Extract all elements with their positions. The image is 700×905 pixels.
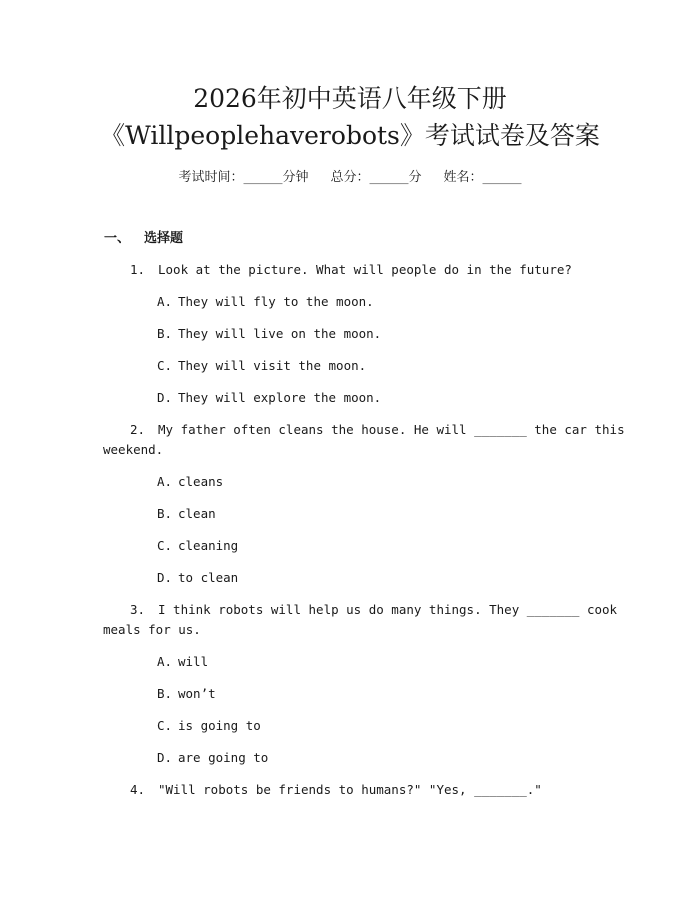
question-4-stem <box>130 780 542 800</box>
option-letter: A. <box>157 654 173 669</box>
question-number: 2. <box>130 422 146 437</box>
question-number: 1. <box>130 262 146 277</box>
question-1-option-b <box>157 324 381 344</box>
option-letter: C. <box>157 358 173 373</box>
section-title: 选择题 <box>144 231 184 246</box>
question-2-option-d <box>157 568 238 588</box>
question-2-option-a <box>157 472 223 492</box>
question-2-option-b <box>157 504 216 524</box>
question-text: "Will robots be friends to humans?" "Yes, _______." <box>158 782 542 797</box>
option-text: will <box>178 654 209 669</box>
question-3-option-d <box>157 748 268 768</box>
question-2-stem <box>130 420 625 440</box>
option-text: They will visit the moon. <box>178 358 367 373</box>
question-2-stem-continued: weekend. <box>103 442 164 457</box>
option-letter: D. <box>157 750 173 765</box>
option-text: is going to <box>178 718 261 733</box>
option-text: cleans <box>178 474 224 489</box>
student-name-label: 姓名：______ <box>443 170 522 185</box>
option-letter: A. <box>157 294 173 309</box>
option-letter: C. <box>157 718 173 733</box>
option-text: They will explore the moon. <box>178 390 382 405</box>
option-letter: A. <box>157 474 173 489</box>
question-3-stem-continued: meals for us. <box>103 622 201 637</box>
option-letter: D. <box>157 390 173 405</box>
page-title-line-2: 《Willpeoplehaverobots》考试试卷及答案 <box>100 121 600 150</box>
option-letter: C. <box>157 538 173 553</box>
question-number: 3. <box>130 602 146 617</box>
question-1-option-a <box>157 292 374 312</box>
page-title-line-1: 2026年初中英语八年级下册 <box>193 84 507 113</box>
exam-time-label: 考试时间：______分钟 <box>178 170 309 185</box>
option-text: They will live on the moon. <box>178 326 382 341</box>
section-number: 一、 <box>104 231 131 246</box>
question-number: 4. <box>130 782 146 797</box>
exam-info <box>0 169 700 187</box>
option-letter: B. <box>157 326 173 341</box>
question-1-option-d <box>157 388 381 408</box>
option-letter: B. <box>157 686 173 701</box>
question-text: I think robots will help us do many things. They _______ cook <box>158 602 618 617</box>
question-3-option-a <box>157 652 208 672</box>
option-letter: D. <box>157 570 173 585</box>
section-heading <box>104 230 183 248</box>
question-3-stem <box>130 600 617 620</box>
question-text: Look at the picture. What will people do in the future? <box>158 262 572 277</box>
question-3-option-b <box>157 684 216 704</box>
option-letter: B. <box>157 506 173 521</box>
question-2-option-c <box>157 536 238 556</box>
question-3-option-c <box>157 716 261 736</box>
total-score-label: 总分：______分 <box>330 170 422 185</box>
option-text: They will fly to the moon. <box>178 294 374 309</box>
option-text: to clean <box>178 570 239 585</box>
option-text: clean <box>178 506 216 521</box>
question-1-stem <box>130 260 572 280</box>
question-text: My father often cleans the house. He will _______ the car this <box>158 422 625 437</box>
option-text: are going to <box>178 750 269 765</box>
option-text: won’t <box>178 686 216 701</box>
option-text: cleaning <box>178 538 239 553</box>
question-1-option-c <box>157 356 366 376</box>
